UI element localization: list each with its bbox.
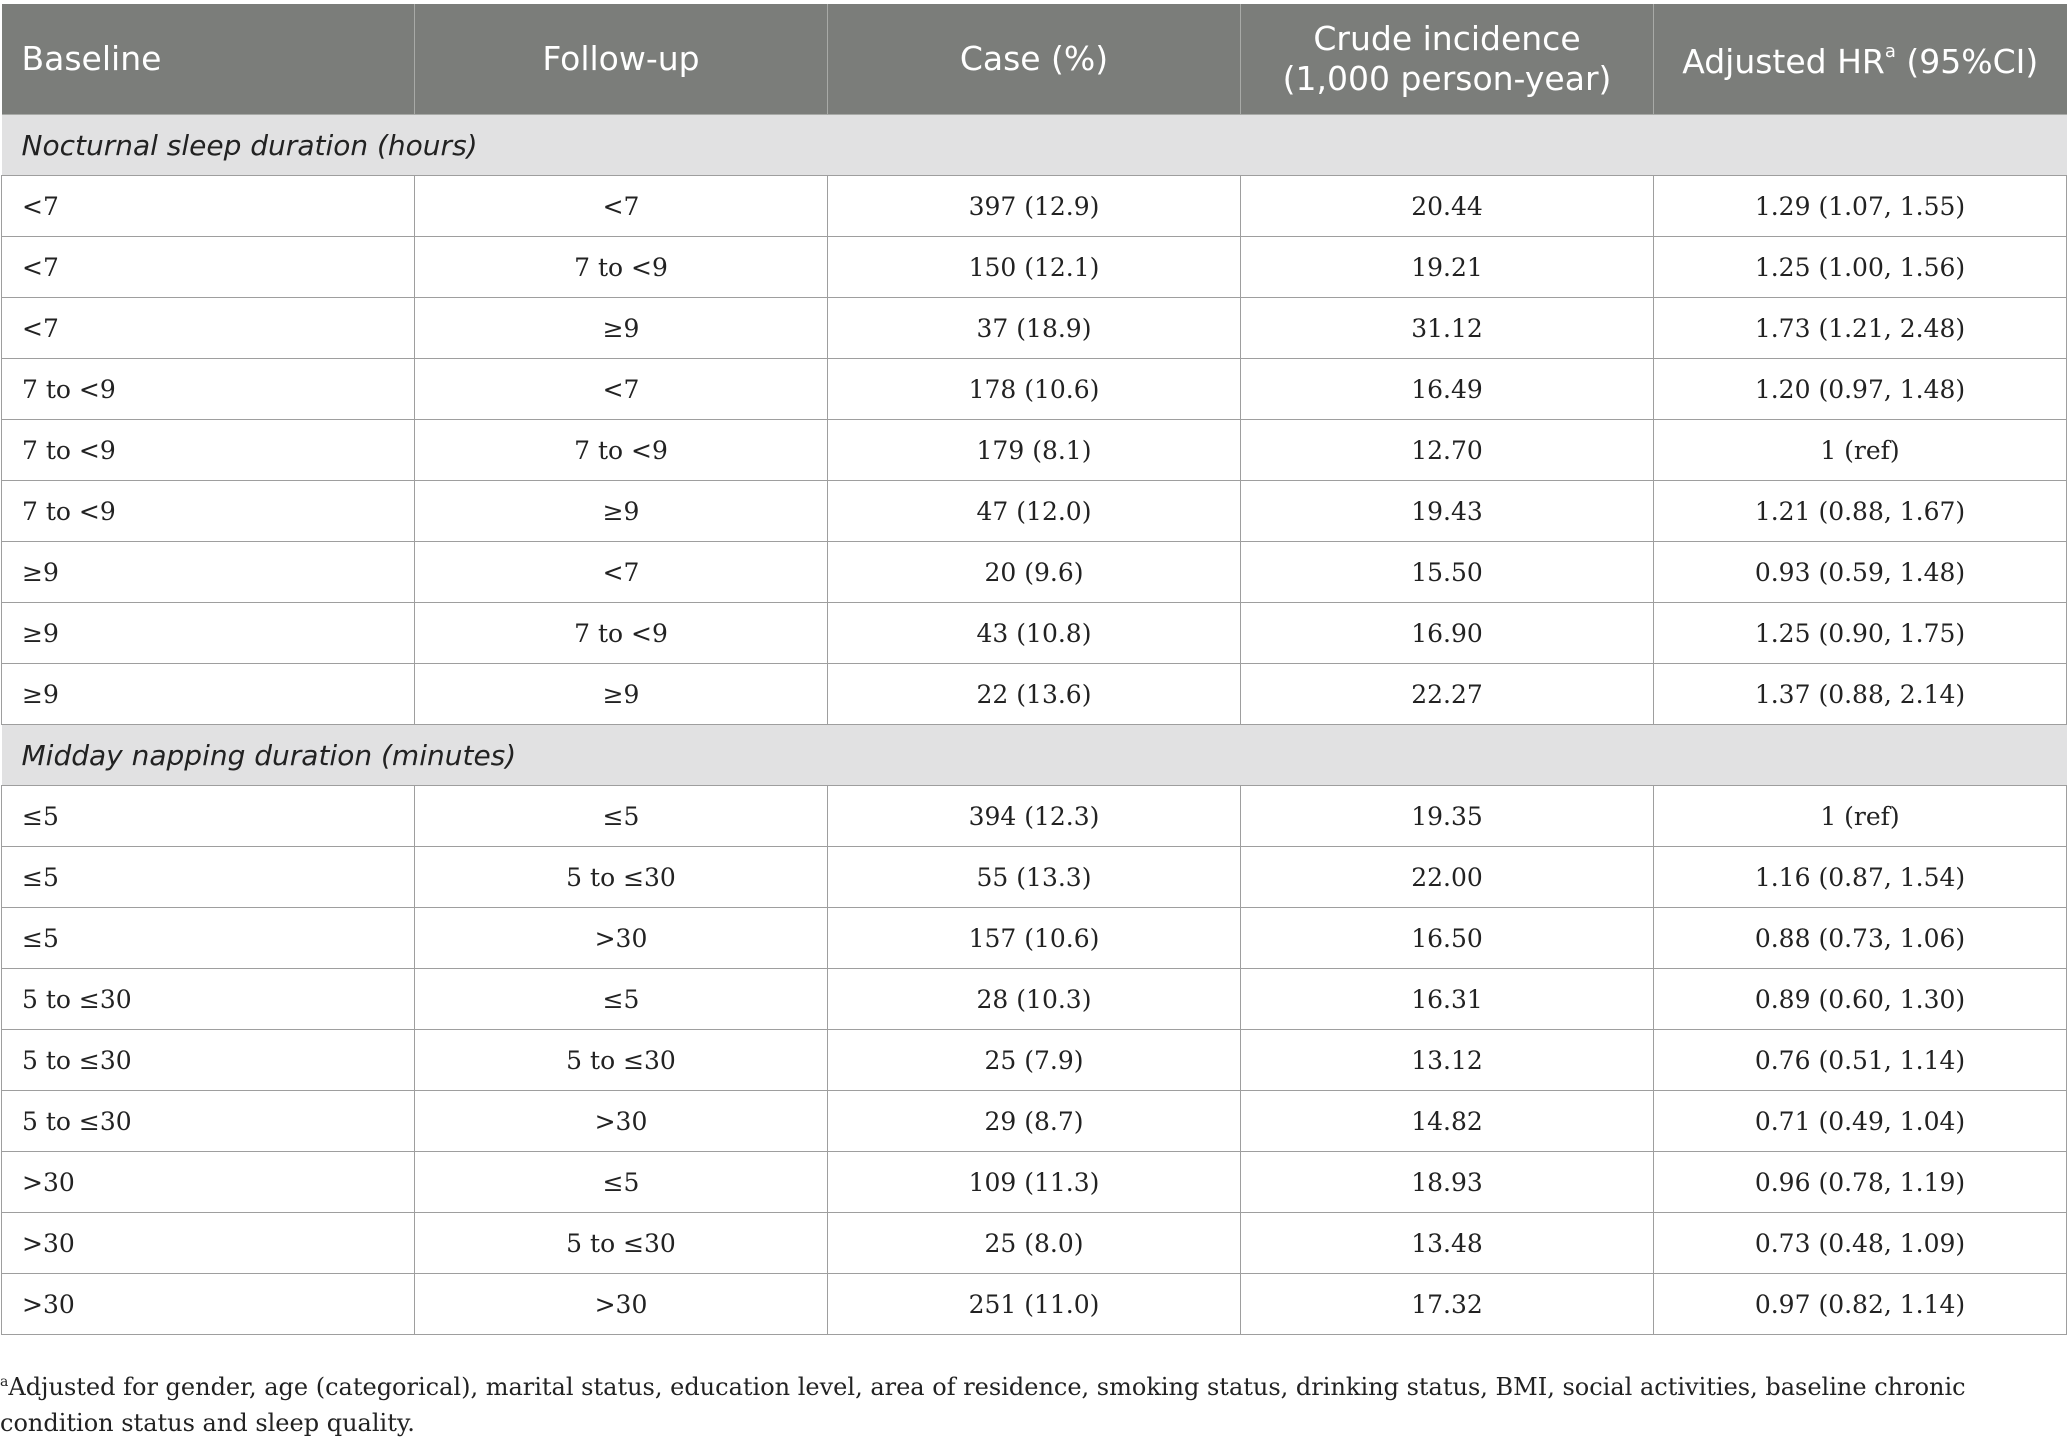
follow-up-cell: ≥9 (415, 664, 828, 725)
follow-up-cell: >30 (415, 1091, 828, 1152)
footnote-marker: a (0, 1374, 9, 1390)
section-title: Nocturnal sleep duration (hours) (2, 115, 2067, 176)
baseline-cell: 5 to ≤30 (2, 1030, 415, 1091)
table-row (2, 908, 2067, 969)
baseline-cell: ≥9 (2, 603, 415, 664)
adjusted-hr-cell: 0.89 (0.60, 1.30) (1654, 969, 2067, 1030)
crude-incidence-cell: 22.27 (1241, 664, 1654, 725)
case-cell: 25 (8.0) (828, 1213, 1241, 1274)
table-row (2, 1030, 2067, 1091)
follow-up-cell: ≤5 (415, 786, 828, 847)
crude-incidence-cell: 13.48 (1241, 1213, 1654, 1274)
crude-incidence-cell: 16.90 (1241, 603, 1654, 664)
section-title: Midday napping duration (minutes) (2, 725, 2067, 786)
case-cell: 109 (11.3) (828, 1152, 1241, 1213)
follow-up-cell: <7 (415, 176, 828, 237)
crude-incidence-cell: 20.44 (1241, 176, 1654, 237)
case-cell: 37 (18.9) (828, 298, 1241, 359)
case-cell: 47 (12.0) (828, 481, 1241, 542)
adjusted-hr-cell: 1.25 (0.90, 1.75) (1654, 603, 2067, 664)
case-cell: 178 (10.6) (828, 359, 1241, 420)
table-body (2, 115, 2067, 1335)
table-row (2, 1274, 2067, 1335)
adjusted-hr-cell: 0.71 (0.49, 1.04) (1654, 1091, 2067, 1152)
crude-incidence-cell: 19.35 (1241, 786, 1654, 847)
case-cell: 397 (12.9) (828, 176, 1241, 237)
header-case-percent: Case (%) (828, 4, 1241, 115)
crude-incidence-cell: 22.00 (1241, 847, 1654, 908)
case-cell: 28 (10.3) (828, 969, 1241, 1030)
table-row (2, 1152, 2067, 1213)
table-footnote (0, 1364, 2040, 1441)
header-baseline: Baseline (2, 4, 415, 115)
crude-incidence-cell: 31.12 (1241, 298, 1654, 359)
follow-up-cell: <7 (415, 359, 828, 420)
follow-up-cell: 5 to ≤30 (415, 1030, 828, 1091)
case-cell: 29 (8.7) (828, 1091, 1241, 1152)
follow-up-cell: 5 to ≤30 (415, 1213, 828, 1274)
case-cell: 22 (13.6) (828, 664, 1241, 725)
baseline-cell: ≤5 (2, 847, 415, 908)
adjusted-hr-cell: 1.37 (0.88, 2.14) (1654, 664, 2067, 725)
case-cell: 251 (11.0) (828, 1274, 1241, 1335)
header-crude-incidence-line1: Crude incidence (1313, 19, 1581, 58)
table-row (2, 176, 2067, 237)
follow-up-cell: 7 to <9 (415, 603, 828, 664)
footnote-text: Adjusted for gender, age (categorical), marital status, education level, area of residence, smoking status, drinking status, BMI, social activities, baseline chronic condition status and sleep quality. (0, 1373, 1966, 1437)
adjusted-hr-cell: 0.96 (0.78, 1.19) (1654, 1152, 2067, 1213)
baseline-cell: 7 to <9 (2, 359, 415, 420)
follow-up-cell: <7 (415, 542, 828, 603)
follow-up-cell: ≥9 (415, 298, 828, 359)
case-cell: 157 (10.6) (828, 908, 1241, 969)
baseline-cell: <7 (2, 298, 415, 359)
follow-up-cell: 7 to <9 (415, 420, 828, 481)
adjusted-hr-cell: 1.21 (0.88, 1.67) (1654, 481, 2067, 542)
adjusted-hr-cell: 0.88 (0.73, 1.06) (1654, 908, 2067, 969)
follow-up-cell: ≥9 (415, 481, 828, 542)
header-crude-incidence-line2: (1,000 person-year) (1282, 59, 1612, 98)
baseline-cell: <7 (2, 237, 415, 298)
header-crude-incidence (1241, 4, 1654, 115)
baseline-cell: ≤5 (2, 908, 415, 969)
table-row (2, 664, 2067, 725)
header-adjusted-hr-label: Adjusted HR (1682, 42, 1885, 81)
header-row (2, 4, 2067, 115)
crude-incidence-cell: 14.82 (1241, 1091, 1654, 1152)
baseline-cell: ≥9 (2, 542, 415, 603)
crude-incidence-cell: 15.50 (1241, 542, 1654, 603)
table-row (2, 420, 2067, 481)
adjusted-hr-cell: 0.73 (0.48, 1.09) (1654, 1213, 2067, 1274)
results-table-container (0, 4, 2067, 1437)
baseline-cell: <7 (2, 176, 415, 237)
table-row (2, 603, 2067, 664)
baseline-cell: 5 to ≤30 (2, 969, 415, 1030)
section-row (2, 115, 2067, 176)
baseline-cell: ≥9 (2, 664, 415, 725)
baseline-cell: >30 (2, 1274, 415, 1335)
table-row (2, 298, 2067, 359)
baseline-cell: 5 to ≤30 (2, 1091, 415, 1152)
table-row (2, 237, 2067, 298)
case-cell: 179 (8.1) (828, 420, 1241, 481)
table-row (2, 847, 2067, 908)
results-table (1, 4, 2067, 1335)
crude-incidence-cell: 16.50 (1241, 908, 1654, 969)
case-cell: 20 (9.6) (828, 542, 1241, 603)
table-row (2, 969, 2067, 1030)
crude-incidence-cell: 12.70 (1241, 420, 1654, 481)
baseline-cell: ≤5 (2, 786, 415, 847)
case-cell: 55 (13.3) (828, 847, 1241, 908)
crude-incidence-cell: 18.93 (1241, 1152, 1654, 1213)
header-adjusted-hr (1654, 4, 2067, 115)
follow-up-cell: 7 to <9 (415, 237, 828, 298)
crude-incidence-cell: 17.32 (1241, 1274, 1654, 1335)
adjusted-hr-cell: 1 (ref) (1654, 420, 2067, 481)
table-row (2, 786, 2067, 847)
follow-up-cell: ≤5 (415, 1152, 828, 1213)
crude-incidence-cell: 13.12 (1241, 1030, 1654, 1091)
section-row (2, 725, 2067, 786)
case-cell: 25 (7.9) (828, 1030, 1241, 1091)
adjusted-hr-cell: 1.20 (0.97, 1.48) (1654, 359, 2067, 420)
crude-incidence-cell: 16.49 (1241, 359, 1654, 420)
crude-incidence-cell: 19.43 (1241, 481, 1654, 542)
table-row (2, 1213, 2067, 1274)
header-adjusted-hr-suffix: (95%CI) (1895, 42, 2039, 81)
adjusted-hr-cell: 1.25 (1.00, 1.56) (1654, 237, 2067, 298)
table-row (2, 1091, 2067, 1152)
adjusted-hr-cell: 0.76 (0.51, 1.14) (1654, 1030, 2067, 1091)
baseline-cell: >30 (2, 1213, 415, 1274)
adjusted-hr-cell: 0.97 (0.82, 1.14) (1654, 1274, 2067, 1335)
table-row (2, 542, 2067, 603)
crude-incidence-cell: 19.21 (1241, 237, 1654, 298)
case-cell: 43 (10.8) (828, 603, 1241, 664)
follow-up-cell: ≤5 (415, 969, 828, 1030)
baseline-cell: 7 to <9 (2, 420, 415, 481)
case-cell: 394 (12.3) (828, 786, 1241, 847)
baseline-cell: >30 (2, 1152, 415, 1213)
header-follow-up: Follow-up (415, 4, 828, 115)
header-adjusted-hr-sup: a (1884, 41, 1896, 62)
table-row (2, 359, 2067, 420)
follow-up-cell: >30 (415, 908, 828, 969)
table-header (2, 4, 2067, 115)
baseline-cell: 7 to <9 (2, 481, 415, 542)
follow-up-cell: 5 to ≤30 (415, 847, 828, 908)
crude-incidence-cell: 16.31 (1241, 969, 1654, 1030)
adjusted-hr-cell: 1.16 (0.87, 1.54) (1654, 847, 2067, 908)
adjusted-hr-cell: 1.29 (1.07, 1.55) (1654, 176, 2067, 237)
case-cell: 150 (12.1) (828, 237, 1241, 298)
adjusted-hr-cell: 1.73 (1.21, 2.48) (1654, 298, 2067, 359)
table-row (2, 481, 2067, 542)
adjusted-hr-cell: 1 (ref) (1654, 786, 2067, 847)
adjusted-hr-cell: 0.93 (0.59, 1.48) (1654, 542, 2067, 603)
follow-up-cell: >30 (415, 1274, 828, 1335)
